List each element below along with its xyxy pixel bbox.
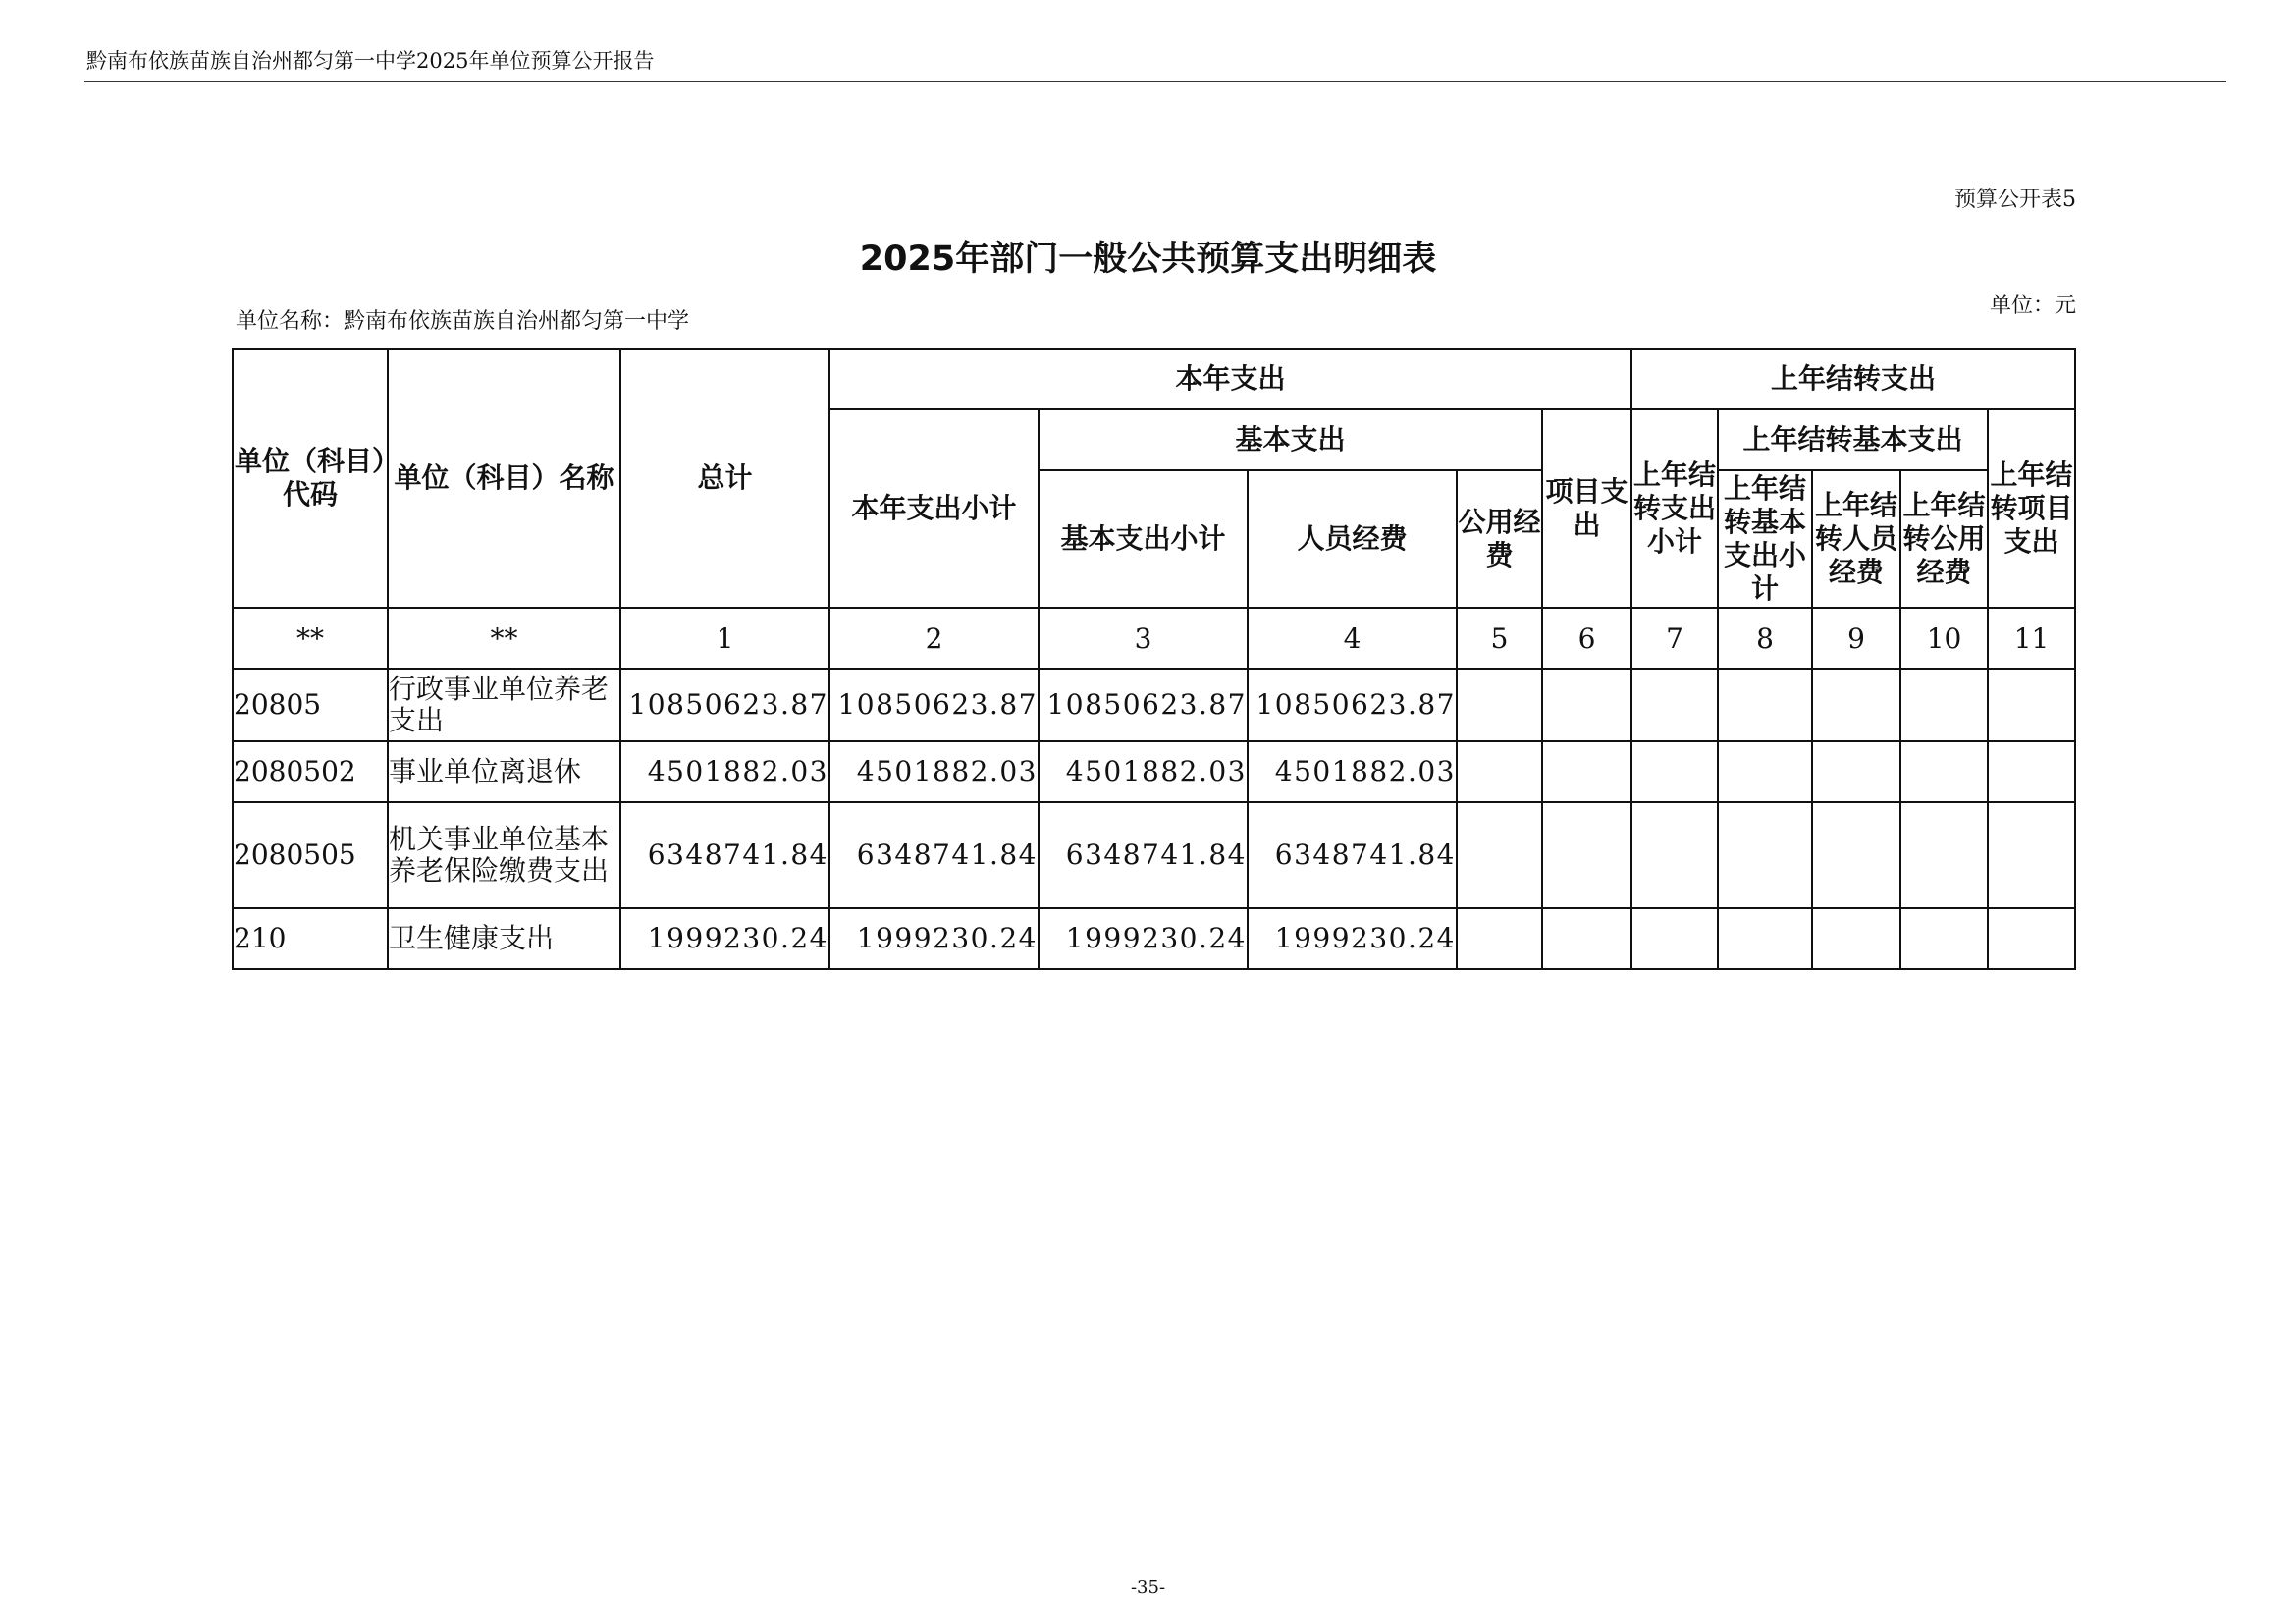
cell-subtotal: 1999230.24 xyxy=(829,908,1039,969)
index-cell: 10 xyxy=(1900,608,1988,669)
cell-basic-subtotal: 1999230.24 xyxy=(1039,908,1248,969)
cell-name: 机关事业单位基本养老保险缴费支出 xyxy=(388,802,620,908)
cell-subtotal: 4501882.03 xyxy=(829,741,1039,802)
index-cell: 6 xyxy=(1542,608,1631,669)
cell-empty xyxy=(1988,802,2075,908)
cell-name: 行政事业单位养老支出 xyxy=(388,669,620,741)
header-prior-personnel: 上年结转人员经费 xyxy=(1812,470,1900,608)
cell-empty xyxy=(1988,669,2075,741)
currency-unit: 单位：元 xyxy=(1989,294,2076,318)
header-current-year: 本年支出 xyxy=(829,349,1631,409)
cell-empty xyxy=(1457,802,1542,908)
index-cell: 4 xyxy=(1248,608,1457,669)
index-cell: 2 xyxy=(829,608,1039,669)
cell-empty xyxy=(1542,802,1631,908)
cell-empty xyxy=(1631,908,1718,969)
unit-name: 单位名称：黔南布依族苗族自治州都匀第一中学 xyxy=(236,309,690,334)
cell-empty xyxy=(1457,741,1542,802)
cell-empty xyxy=(1900,741,1988,802)
header-name: 单位（科目）名称 xyxy=(388,349,620,608)
index-row xyxy=(233,608,2075,669)
cell-personnel: 4501882.03 xyxy=(1248,741,1457,802)
header-code: 单位（科目）代码 xyxy=(233,349,388,608)
index-cell: 5 xyxy=(1457,608,1542,669)
cell-total: 10850623.87 xyxy=(620,669,829,741)
index-cell: 3 xyxy=(1039,608,1248,669)
cell-empty xyxy=(1718,802,1812,908)
header-prior-public: 上年结转公用经费 xyxy=(1900,470,1988,608)
cell-empty xyxy=(1988,741,2075,802)
cell-empty xyxy=(1457,908,1542,969)
header-prior-year: 上年结转支出 xyxy=(1631,349,2075,409)
cell-basic-subtotal: 6348741.84 xyxy=(1039,802,1248,908)
index-cell: ** xyxy=(233,608,388,669)
header-basic-subtotal: 基本支出小计 xyxy=(1039,470,1248,608)
header-prior-basic: 上年结转基本支出 xyxy=(1718,409,1988,470)
header-prior-project: 上年结转项目支出 xyxy=(1988,409,2075,608)
cell-total: 6348741.84 xyxy=(620,802,829,908)
cell-code: 20805 xyxy=(233,669,388,741)
cell-personnel: 6348741.84 xyxy=(1248,802,1457,908)
header-prior-subtotal: 上年结转支出小计 xyxy=(1631,409,1718,608)
header-rule xyxy=(84,81,2226,82)
cell-name: 卫生健康支出 xyxy=(388,908,620,969)
header-current-subtotal: 本年支出小计 xyxy=(829,409,1039,608)
header-personnel: 人员经费 xyxy=(1248,470,1457,608)
cell-personnel: 10850623.87 xyxy=(1248,669,1457,741)
cell-empty xyxy=(1631,802,1718,908)
header-project: 项目支出 xyxy=(1542,409,1631,608)
index-cell: 11 xyxy=(1988,608,2075,669)
cell-empty xyxy=(1631,741,1718,802)
cell-name: 事业单位离退休 xyxy=(388,741,620,802)
cell-empty xyxy=(1812,669,1900,741)
running-header: 黔南布依族苗族自治州都匀第一中学2025年单位预算公开报告 xyxy=(86,49,655,73)
cell-basic-subtotal: 4501882.03 xyxy=(1039,741,1248,802)
table-number: 预算公开表5 xyxy=(1954,188,2076,212)
cell-code: 2080502 xyxy=(233,741,388,802)
header-public: 公用经费 xyxy=(1457,470,1542,608)
cell-empty xyxy=(1900,802,1988,908)
cell-subtotal: 10850623.87 xyxy=(829,669,1039,741)
cell-empty xyxy=(1718,908,1812,969)
cell-code: 210 xyxy=(233,908,388,969)
cell-empty xyxy=(1542,908,1631,969)
cell-empty xyxy=(1631,669,1718,741)
table-row xyxy=(233,741,2075,802)
budget-table xyxy=(232,348,2076,970)
cell-empty xyxy=(1542,741,1631,802)
table-row xyxy=(233,802,2075,908)
cell-basic-subtotal: 10850623.87 xyxy=(1039,669,1248,741)
cell-empty xyxy=(1718,741,1812,802)
cell-personnel: 1999230.24 xyxy=(1248,908,1457,969)
cell-empty xyxy=(1812,908,1900,969)
cell-empty xyxy=(1718,669,1812,741)
index-cell: ** xyxy=(388,608,620,669)
cell-empty xyxy=(1988,908,2075,969)
cell-total: 1999230.24 xyxy=(620,908,829,969)
page-title: 2025年部门一般公共预算支出明细表 xyxy=(859,240,1437,279)
header-basic: 基本支出 xyxy=(1039,409,1542,470)
cell-total: 4501882.03 xyxy=(620,741,829,802)
header-prior-basic-subtotal: 上年结转基本支出小计 xyxy=(1718,470,1812,608)
cell-empty xyxy=(1900,669,1988,741)
cell-empty xyxy=(1812,741,1900,802)
header-total: 总计 xyxy=(620,349,829,608)
cell-empty xyxy=(1812,802,1900,908)
cell-subtotal: 6348741.84 xyxy=(829,802,1039,908)
cell-empty xyxy=(1457,669,1542,741)
table-row xyxy=(233,669,2075,741)
index-cell: 7 xyxy=(1631,608,1718,669)
table-row xyxy=(233,908,2075,969)
index-cell: 9 xyxy=(1812,608,1900,669)
index-cell: 8 xyxy=(1718,608,1812,669)
index-cell: 1 xyxy=(620,608,829,669)
page-number: -35- xyxy=(1130,1577,1166,1597)
cell-empty xyxy=(1900,908,1988,969)
cell-code: 2080505 xyxy=(233,802,388,908)
cell-empty xyxy=(1542,669,1631,741)
